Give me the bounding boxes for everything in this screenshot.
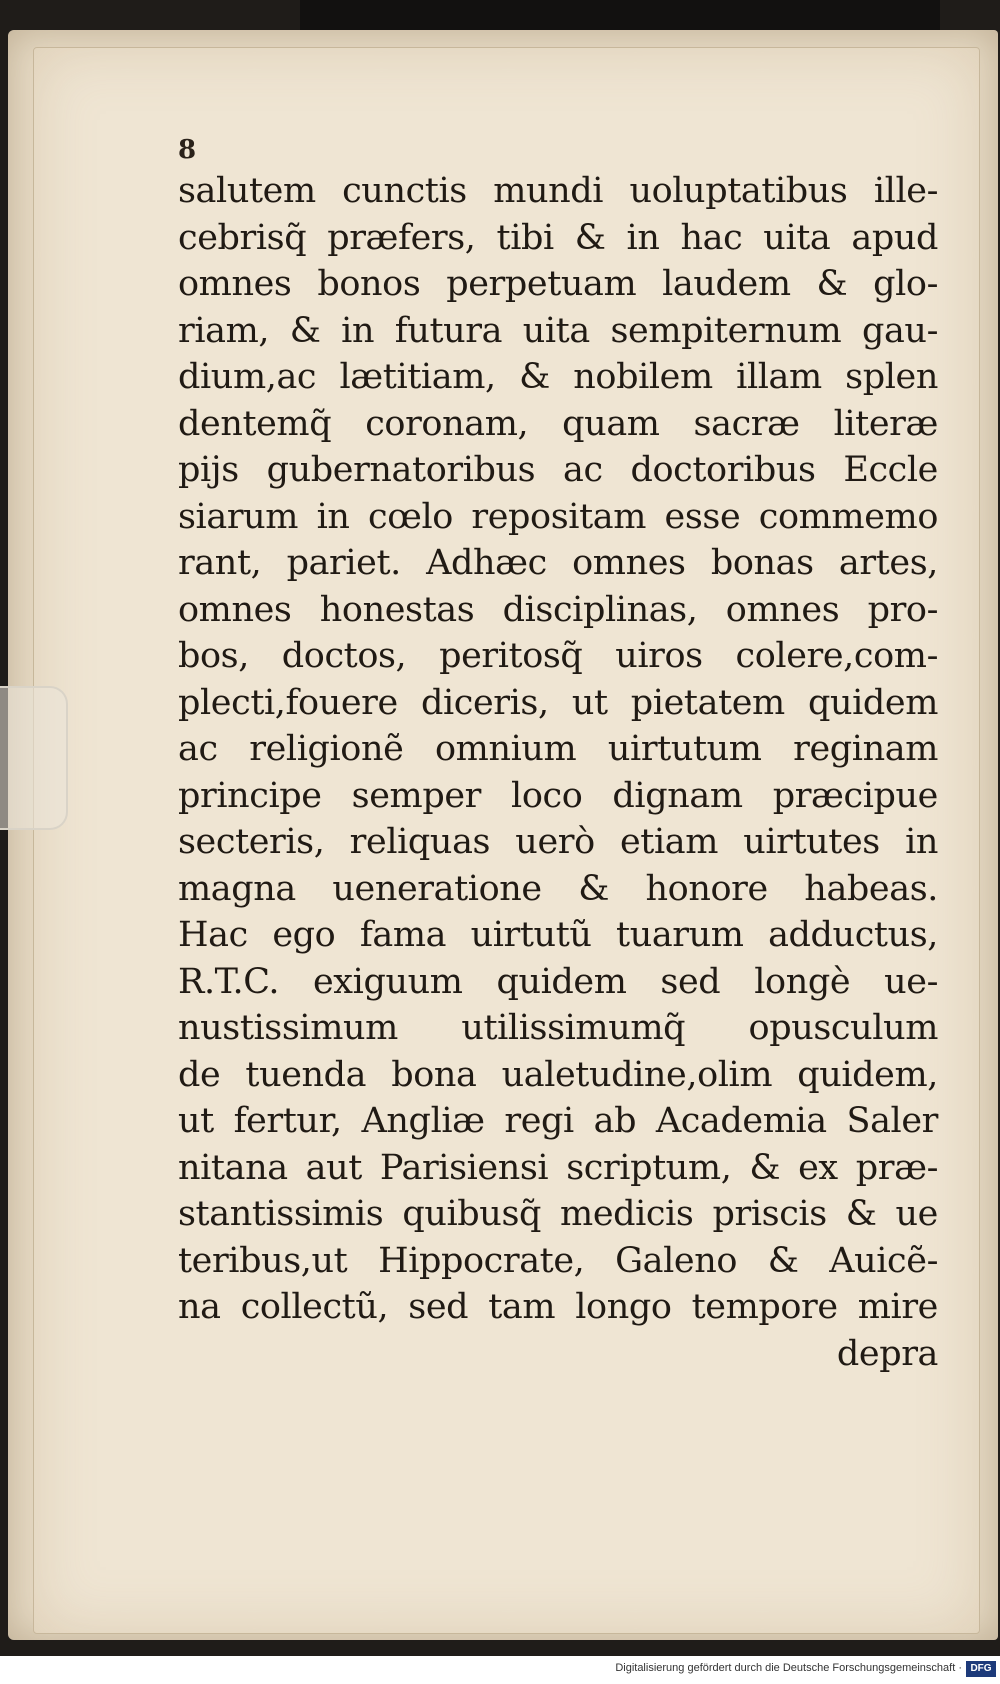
text-line: ac religionẽ omnium uirtutum reginam [178, 729, 938, 769]
text-lines [178, 168, 938, 1331]
text-line: omnes bonos perpetuam laudem & glo- [178, 264, 938, 304]
page-number: 8 [178, 135, 196, 165]
text-line: magna ueneratione & honore habeas. [178, 868, 938, 909]
page-text-block [178, 132, 938, 1377]
text-line: Hac ego fama uirtutũ tuarum adductus, [178, 915, 938, 955]
footer-bar [0, 1656, 1000, 1684]
text-line: nustissimum utilissimumq̃ opusculum [178, 1008, 938, 1048]
text-line: teribus,ut Hippocrate, Galeno & Auicẽ- [178, 1240, 938, 1281]
text-line: dium,ac lætitiam, & nobilem illam splen [178, 357, 938, 397]
catchword: depra [836, 1333, 938, 1374]
text-line: nitana aut Parisiensi scriptum, & ex præ- [178, 1147, 938, 1188]
text-line: na collectũ, sed tam longo tempore mire [178, 1287, 938, 1327]
text-line: R.T.C. exiguum quidem sed longè ue- [178, 961, 938, 1002]
text-line: plecti,fouere diceris, ut pietatem quidem [178, 682, 938, 723]
text-line: ut fertur, Angliæ regi ab Academia Saler [178, 1101, 938, 1141]
dfg-logo: DFG [966, 1661, 996, 1677]
text-line: riam, & in futura uita sempiternum gau- [178, 310, 938, 351]
text-line: siarum in cœlo repositam esse commemo [178, 496, 938, 537]
text-line: omnes honestas disciplinas, omnes pro- [178, 589, 938, 630]
text-line: dentemq̃ coronam, quam sacræ literæ [178, 403, 938, 444]
text-line: stantissimis quibusq̃ medicis priscis & ue [178, 1194, 938, 1234]
text-line: salutem cunctis mundi uoluptatibus ille- [178, 171, 938, 211]
paper-clip-tab [0, 686, 68, 830]
binding-shadow [300, 0, 940, 30]
text-line: cebrisq̃ præfers, tibi & in hac uita apud [178, 217, 938, 258]
text-line: principe semper loco dignam præcipue [178, 775, 938, 816]
text-line: pijs gubernatoribus ac doctoribus Eccle [178, 450, 938, 490]
text-line: rant, pariet. Adhæc omnes bonas artes, [178, 543, 938, 583]
digitization-credit: Digitalisierung gefördert durch die Deutsche Forschungsgemeinschaft · [615, 1662, 962, 1674]
text-line: de tuenda bona ualetudine,olim quidem, [178, 1054, 938, 1095]
text-line: secteris, reliquas uerò etiam uirtutes in [178, 822, 938, 862]
text-line: bos, doctos, peritosq̃ uiros colere,com- [178, 636, 938, 676]
